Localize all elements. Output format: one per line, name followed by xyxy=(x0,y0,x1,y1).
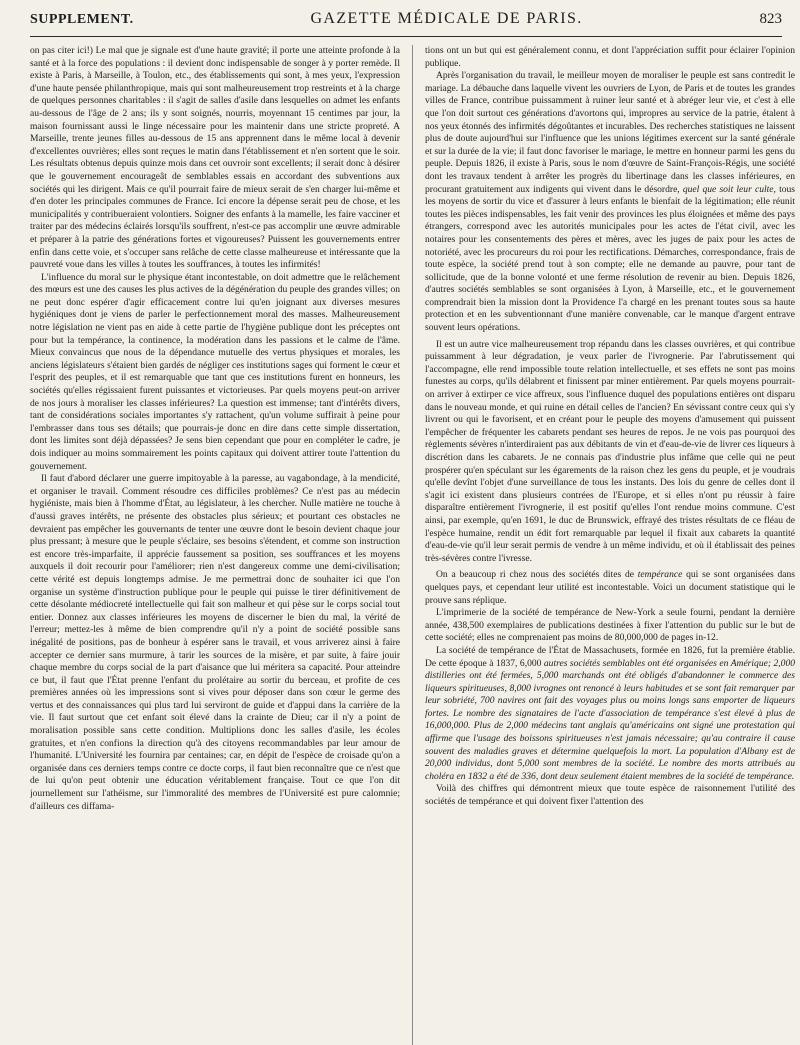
paragraph-text: Après l'organisation du travail, le meilleur moyen de moraliser le peuple est sans contredit le mariage. La débauche dans laquelle vivent les ouvriers de Lyon, de Paris et de toutes les grandes villes de France, contribue puissamment à ruiner leur santé et à abréger leur vie, et c'est à elle que l'on doit surtout ces générations d'avortons qui, impropres au service de la patrie, étalent à nos yeux étonnés des infirmités dégoûtantes et incurables. Des recherches statistiques ne laissent plus de doute aujourd'hui sur l'influence que les unions légitimes exercent sur la santé générale et sur la durée de la vie; il faut donc favoriser le mariage, le mettre en honneur parmi les gens du peuple. Depuis 1826, il existe à Paris, sous le nom d'œuvre de Saint-François-Régis, une société dont les travaux tendent à arrêter les progrès du libertinage dans les classes inférieures, en procurant gratuitement aux indigents qui vivent dans le désordre, xyxy=(425,70,795,195)
paragraph: tions ont un but qui est généralement connu, et dont l'appréciation suffit pour éclairer l'opinion publique. xyxy=(425,45,795,69)
paragraph: Voilà des chiffres qui démontrent mieux que toute espèce de raisonnement l'utilité des sociétés de tempérance et qui doivent fixer l'attention des xyxy=(425,783,795,808)
italic-passage: autres sociétés semblables ont été organisées en Amérique; 2,000 distilleries ont été fermées, 5,000 marchands ont été obligés d'abandonner le commerce des liqueurs spiritueuses, 8,000 ivrognes ont renoncé à leurs habitudes et se sont fait remarquer par leur sobriété, 700 navires ont fait des voyages plus ou moins longs sans emporter de liqueurs fortes. Le nombre des signataires de l'acte d'association de tempérance s'est élevé à plus de 16,000,000. Plus de 2,000 médecins tant anglais qu'américains ont signé une protestation qui affirme que l'usage des boissons spiritueuses n'est jamais nécessaire; qu'au contraire il cause souvent des maladies graves et détermine quelquefois la mort. La population d'Albany est de 20,000 individus, dont 5,000 sont membres de la société. Le nombre des morts attribués au choléra en 1832 a été de 336, dont deux seulement étaient membres de la société de tempérance. xyxy=(425,657,795,782)
right-column xyxy=(425,45,795,1045)
paragraph-text: On a beaucoup ri chez nous des sociétés dites de xyxy=(436,569,634,581)
italic-phrase: quel que soit leur culte, xyxy=(682,183,776,195)
column-divider xyxy=(412,45,413,1045)
paragraph-text: La société de tempérance de l'État de Massachusets, formée en 1826, fut la première établie. De cette époque à 1837, 6,000 xyxy=(425,644,795,669)
journal-title: GAZETTE MÉDICALE DE PARIS. xyxy=(310,10,583,27)
paragraph: Il est un autre vice malheureusement trop répandu dans les classes ouvrières, et qui contribue puissamment à leur dégradation, je veux parler de l'ivrognerie. Par l'abrutissement qui l'accompagne, elle rend impossible toute relation intellectuelle, et ses effets ne sont pas moins funestes au corps, qu'ils délabrent et finissent par miner entièrement. Par quels moyens pourrait-on arriver à extirper ce vice affreux, sous l'influence duquel des populations entières ont disparu dans le nouveau monde, et qui ruine en détail celles de l'ancien? En sévissant contre ceux qui s'y livrent ou qui le favorisent, et en créant pour le peuple des moyens d'amusement qui puissent l'empêcher de fréquenter les cabarets pendant ses heures de repos. Je ne vois pas pourquoi des règlements sévères n'interdiraient pas aux débitants de vin et d'eau-de-vie de livrer ces liqueurs à discrétion dans les cabarets. Je ne connais pas d'industrie plus infâme que celle qui ne peut prospérer qu'en spéculant sur les égarements de la raison chez les gens du peuple, et je voudrais qu'elle devînt l'objet d'une surveillance de tous les instants. Des lois du genre de celles dont il s'agit ici existent dans plusieurs contrées de l'Europe, et si elles n'ont pu réussir à faire disparaître entièrement l'ivrognerie, il est positif qu'elles l'ont rendue moins commune. C'est ainsi, par exemple, qu'en 1691, le duc de Brunswick, effrayé des tristes résultats de ce fléau de l'espèce humaine, rendit un édit fort remarquable par lequel il fixait aux cabarets la quantité d'eau-de-vie qu'il leur serait permis de vendre à un même individu, et où il établissait des peines très-sévères contre l'ivresse. xyxy=(425,338,795,564)
left-column xyxy=(30,45,400,1045)
paragraph-text: tous les moyens de sortir du vice et d'assurer à leurs enfants le bienfait de la légitimation; elle réunit toutes les pièces indispensables, les fait venir des provinces les plus éloignées et même des pays étrangers, correspond avec les autorités municipales pour les actes de l'état civil, avec les notaires pour les consentements des pères et mères, avec les juges de paix pour les actes de notoriété, avec les procureurs du roi pour les rectifications. Démarches, correspondance, frais de toute espèce, la société prend tout à son compte; elle ne demande au pauvre, pour tant de sollicitude, que de la bonne volonté et une ferme résolution de revenir au bien. Depuis 1826, d'autres sociétés semblables se sont organisées à Lyon, à Marseille, etc., et le gouvernement comprendrait bien la mission dont la Providence l'a chargé en les prenant toutes sous sa haute protection et en les subventionnant d'une manière convenable, car le manque d'argent entrave souvent leurs opérations. xyxy=(425,183,795,334)
page-header xyxy=(30,10,782,37)
paragraph xyxy=(425,645,795,784)
paragraph: L'influence du moral sur le physique étant incontestable, on doit admettre que le relâchement des mœurs est une des causes les plus actives de la dégénération du peuple des grandes villes; on ne peut donc espérer d'agir efficacement contre lui qu'en joignant aux diverses mesures hygiéniques dont je viens de parler le perfectionnement moral des masses. Malheureusement notre législation ne vient pas en aide à cette partie de l'hygiène publique dont les préceptes ont pour but la tempérance, la continence, la modération dans les passions et le calme de l'âme. Mieux convaincus que nous de la dépendance mutuelle des vertus physiques et morales, les anciens législateurs s'étaient bien gardés de négliger ces institutions sages qui forment le cœur et l'esprit des peuples, et il est remarquable que tant que ces institutions furent en honneurs, les sociétés qu'elles régissaient furent puissantes et victorieuses. Par quels moyens peut-on arriver de nos jours à moraliser les classes inférieures? La question est immense; tant d'intérêts divers, tant de considérations sociales importantes s'y rattachent, qu'un volume suffirait à peine pour l'embrasser dans tous ses détails; que pourrais-je donc en dire dans cette simple dissertation, dont les limites sont déjà dépassées? Je sens bien cependant que pour en compléter le cadre, je dois indiquer au moins sommairement les points capitaux qui doivent attirer toute l'attention du gouvernement. xyxy=(30,271,400,472)
page-number: 823 xyxy=(759,11,782,27)
paragraph: on pas citer ici!) Le mal que je signale est d'une haute gravité; il porte une atteinte profonde à la santé et à la force des populations : il devient donc indispensable de songer à y porter remède. Il existe à Paris, à Marseille, à Toulon, etc., des établissements qui sont, à mes yeux, l'expression d'une haute pensée philanthropique, mais qui sont malheureusement trop restreints et à la charge de quelques personnes charitables : il s'agit de salles d'asile dans lesquelles on admet les enfants au-dessous de l'âge de 2 ans; ils y sont soignés, nourris, moyennant 15 centimes par jour, la maison fournissant aussi le linge nécessaire pour les maintenir dans une stricte propreté. A Marseille, trente jeunes filles au-dessous de 15 ans apprennent dans le même local à devenir d'excellentes ouvrières; elles sont reçues le matin dans l'établissement et n'en sortent que le soir. Les résultats obtenus depuis quinze mois dans cet ouvroir sont excellents; il serait donc à désirer que le gouvernement encourageât de semblables essais en accordant des subventions aux sociétés qui les dirigent. Mais ce qu'il pourrait faire de mieux serait de s'en charger lui-même et d'en doter les principales communes de France. Ici encore la dépense serait peu de chose, et les municipalités y contribueraient volontiers. Soigner des enfants à la mamelle, les faire vacciner et traiter par des médecins éclairés lorsqu'ils souffrent, n'est-ce pas accomplir une œuvre admirable et préparer à la patrie des générations fortes et vigoureuses? Puissent les gouvernements entrer enfin dans cette voie, et s'occuper sans relâche de cette classe malheureuse et intéressante que la pauvreté voue dans les villes à toutes les souffrances, à toutes les infirmités! xyxy=(30,45,400,271)
paragraph xyxy=(425,569,795,607)
paragraph: L'imprimerie de la société de tempérance de New-York a seule fourni, pendant la dernière année, 438,500 exemplaires de publications destinées à fixer l'attention du public sur le but de cette société; elles ne comprenaient pas moins de 80,000,000 de pages in-12. xyxy=(425,607,795,644)
text-columns xyxy=(30,45,795,1045)
paragraph: Il faut d'abord déclarer une guerre impitoyable à la paresse, au vagabondage, à la mendicité, et organiser le travail. Comment résoudre ces difficiles problèmes? Ce n'est pas au médecin hygiéniste, mais bien à l'homme d'État, au législateur, à les chercher. Nulle matière ne touche à d'aussi graves intérêts, ne présente des obstacles plus sérieux; et pourtant ces obstacles ne devraient pas empêcher les gouvernants de tenter une œuvre dont le besoin devient chaque jour plus pressant; à mesure que le peuple s'éclaire, ses besoins s'étendent, et comme son instruction est encore très-imparfaite, il apprécie faussement sa position, ses souffrances et les moyens auxquels il doit recourir pour l'améliorer; rien n'est dangereux comme une demi-civilisation; cette vérité est depuis longtemps admise. Je me permettrai donc de souhaiter ici que l'on organise un système d'instruction publique pour le peuple qui puisse le tirer définitivement de cette désolante médiocreté intellectuelle qui fait son malheur et qui pèse sur le corps social tout entier. Donnez aux classes inférieures les moyens de discerner le bien du mal, la vérité de l'erreur; mettez-les à même de bien comprendre qu'il n'y a point de société possible sans inégalité de positions, pas de bonheur à espérer sans le travail, et vous arriverez ainsi à faire accepter ce dernier sans murmure, à tarir les sources de la misère, et par suite, à faire jouir chaque membre du corps social de la part d'aisance que lui méritera sa capacité. Pour atteindre ce but, il faut que l'État prenne l'enfant du prolétaire au sortir du berceau, et profite de ces premières années où les impressions sont si vives pour déposer dans son cœur le germe des vertus et des connaissances qui plus tard lui serviront de guide et d'appui dans la carrière de la vie. Il faut surtout que cet enfant soit élevé dans la crainte de Dieu; car il n'y a point de moralisation possible sans cette condition. Multiplions donc les salles d'asile, les écoles gratuites, et n'en confions la direction qu'à des citoyens recommandables par leur amour de l'humanité. L'Université les fournira par centaines; car, en dépit de l'espèce de croisade qu'on a organisée dans ces derniers temps contre ce docte corps, il faut bien reconnaître que ce n'est que de lui qu'on peut obtenir une éducation véritablement française. Tout ce que l'on dit journellement sur l'athéisme, sur l'immoralité des membres de l'Université est pure calomnie; d'ailleurs ces diffama- xyxy=(30,473,400,812)
italic-phrase: tempérance xyxy=(637,569,683,581)
paragraph xyxy=(425,70,795,334)
paragraph-text: qui se sont organisées dans quelques pays, et cependant leur utilité est incontestable. Voici un document statistique qui le prouve sans réplique. xyxy=(425,569,795,606)
section-label: SUPPLEMENT. xyxy=(30,12,134,27)
